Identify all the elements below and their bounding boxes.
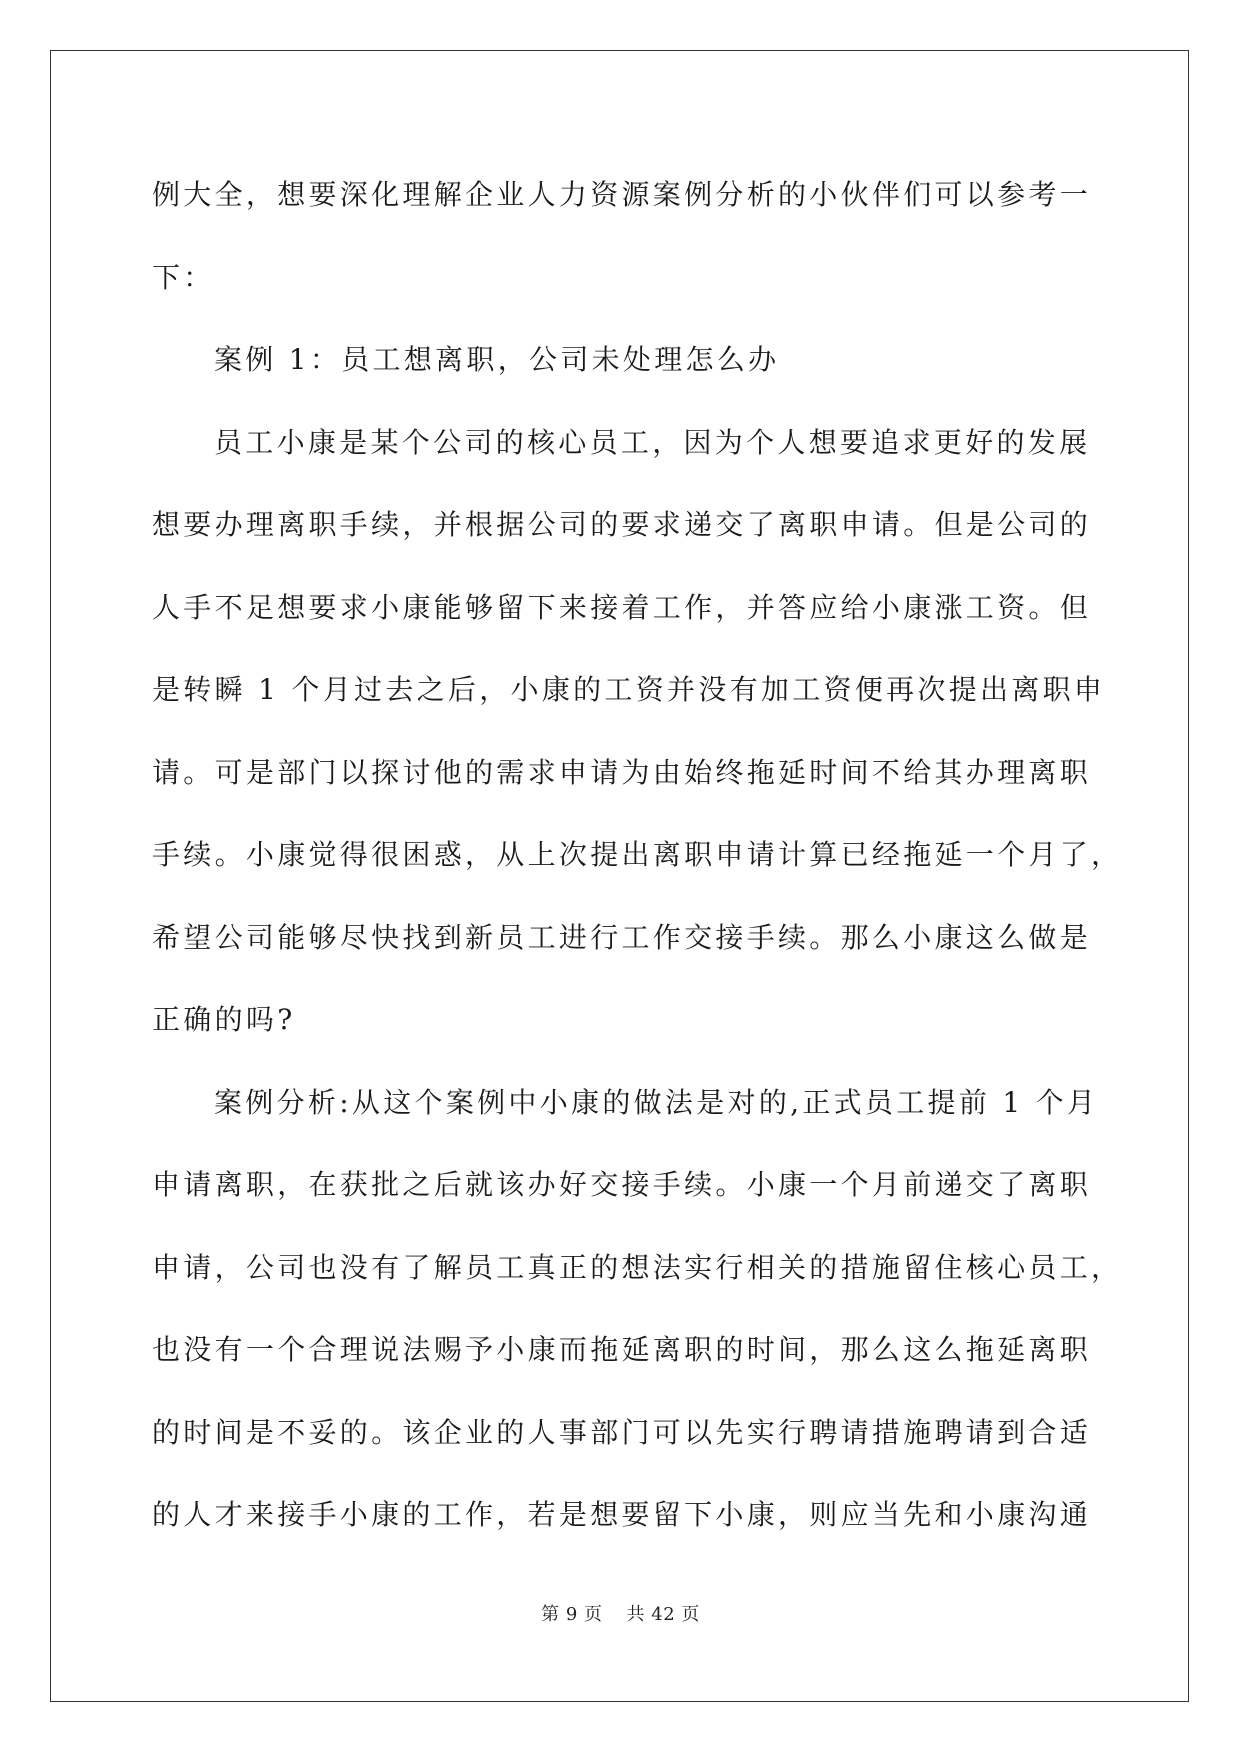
text-line-8: 请。可是部门以探讨他的需求申请为由始终拖延时间不给其办理离职: [152, 755, 1092, 789]
text-line-6: 人手不足想要求小康能够留下来接着工作，并答应给小康涨工资。但: [152, 590, 1092, 624]
page-number-current: 第 9 页: [541, 1604, 603, 1625]
text-line-17: 的人才来接手小康的工作，若是想要留下小康，则应当先和小康沟通: [152, 1498, 1092, 1531]
text-line-16: 的时间是不妥的。该企业的人事部门可以先实行聘请措施聘请到合适: [152, 1415, 1092, 1449]
text-line-4: 员工小康是某个公司的核心员工，因为个人想要追求更好的发展: [214, 425, 1091, 459]
text-line-5: 想要办理离职手续，并根据公司的要求递交了离职申请。但是公司的: [152, 508, 1092, 541]
text-line-11: 正确的吗?: [152, 1003, 296, 1036]
text-line-2: 下：: [152, 260, 215, 294]
text-line-7: 是转瞬 1 个月过去之后，小康的工资并没有加工资便再次提出离职申: [152, 673, 1106, 706]
text-line-9: 手续。小康觉得很困惑，从上次提出离职申请计算已经拖延一个月了，: [152, 838, 1123, 871]
text-line-15: 也没有一个合理说法赐予小康而拖延离职的时间，那么这么拖延离职: [152, 1333, 1092, 1366]
page-number-total: 共 42 页: [626, 1604, 700, 1625]
case-heading: 案例 1：员工想离职，公司未处理怎么办: [214, 343, 780, 376]
text-line-10: 希望公司能够尽快找到新员工进行工作交接手续。那么小康这么做是: [152, 920, 1092, 954]
text-line-1: 例大全，想要深化理解企业人力资源案例分析的小伙伴们可以参考一: [152, 178, 1092, 211]
page-footer: [0, 1600, 1241, 1626]
text-line-13: 申请离职，在获批之后就该办好交接手续。小康一个月前递交了离职: [152, 1168, 1092, 1201]
case-analysis-line: 案例分析:从这个案例中小康的做法是对的,正式员工提前 1 个月: [214, 1085, 1099, 1119]
text-line-14: 申请，公司也没有了解员工真正的想法实行相关的措施留住核心员工，: [152, 1250, 1123, 1284]
document-body: [152, 154, 1123, 1557]
